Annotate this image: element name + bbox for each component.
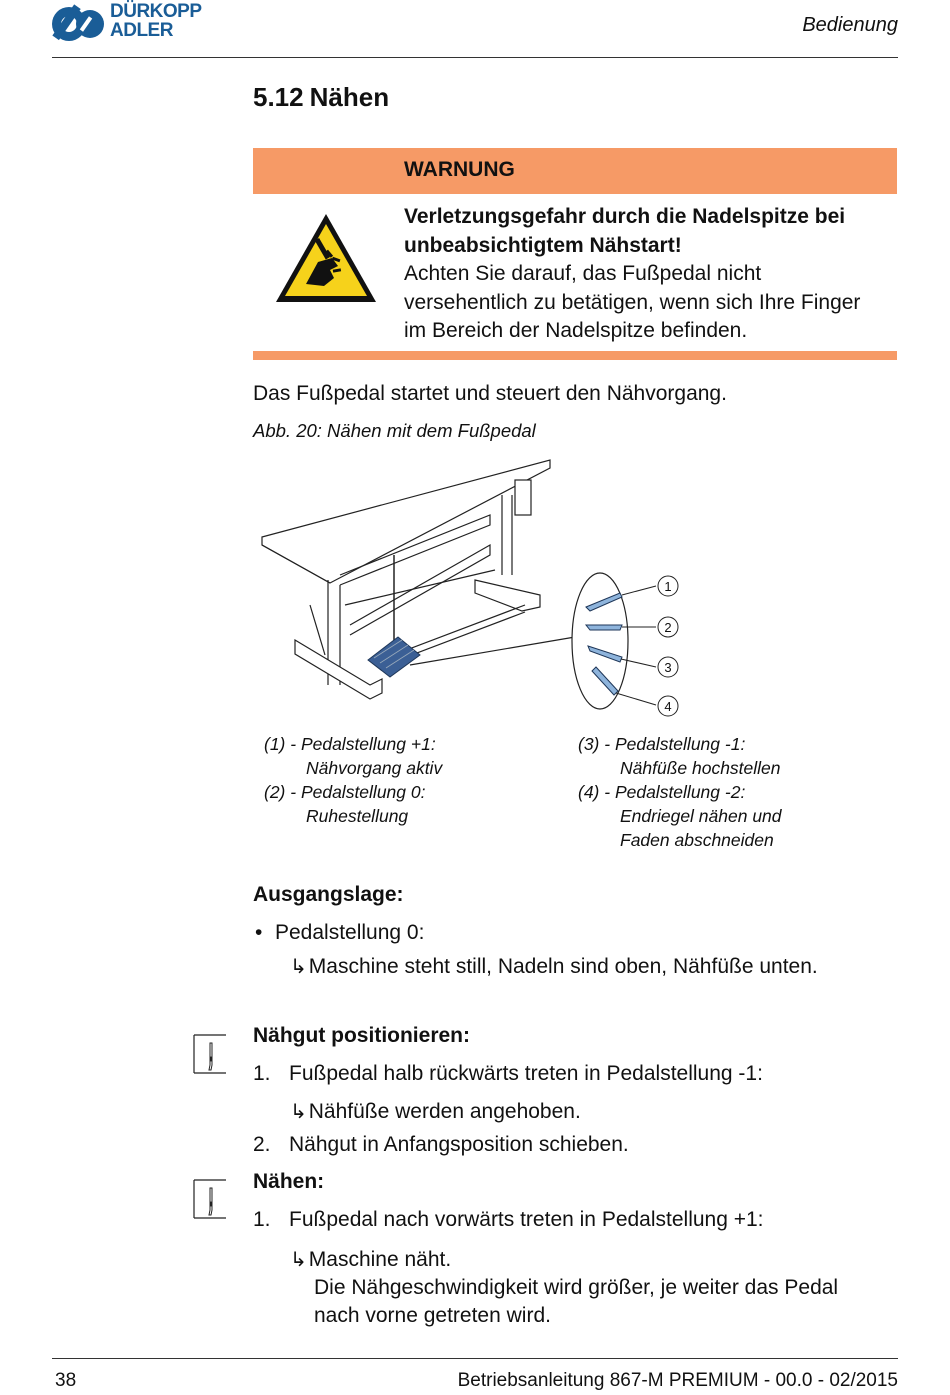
legend-item-3-desc: Nähfüße hochstellen xyxy=(620,758,781,778)
ausgangslage-result: ↳Maschine steht still, Nadeln sind oben, Nähfüße unten. xyxy=(290,955,818,978)
legend-item-1: (1) - Pedalstellung +1: xyxy=(264,734,436,754)
naehen-step-1: Fußpedal nach vorwärts treten in Pedalstellung +1: xyxy=(289,1208,764,1231)
heading-ausgangslage: Ausgangslage: xyxy=(253,883,404,906)
ausgangslage-item: Pedalstellung 0: xyxy=(275,921,425,944)
document-title: Betriebsanleitung 867-M PREMIUM - 00.0 - 02/2015 xyxy=(457,1370,898,1391)
warning-line: versehentlich zu betätigen, wenn sich Ihre Finger xyxy=(404,290,861,314)
brand-logo-icon xyxy=(52,2,104,46)
figure-legend-right xyxy=(578,732,782,852)
warning-bold-line: unbeabsichtigtem Nähstart! xyxy=(404,233,682,257)
naehen-step-1-result: ↳Maschine näht. Die Nähgeschwindigkeit wird größer, je weiter das Pedal nach vorne getreten wird. xyxy=(290,1248,839,1327)
heading-positionieren: Nähgut positionieren: xyxy=(253,1024,470,1047)
warning-heading: WARNUNG xyxy=(404,158,515,181)
brand-logo-text: DÜRKOPP ADLER xyxy=(110,1,202,41)
legend-item-2-desc: Ruhestellung xyxy=(306,806,409,826)
warning-line: im Bereich der Nadelspitze befinden. xyxy=(404,319,748,342)
legend-item-4: (4) - Pedalstellung -2: xyxy=(578,782,746,802)
callout-label-4: 4 xyxy=(664,699,672,714)
bullet-icon: • xyxy=(255,921,263,944)
legend-item-2: (2) - Pedalstellung 0: xyxy=(264,782,426,802)
section-title: Nähen xyxy=(309,82,390,112)
legend-item-3: (3) - Pedalstellung -1: xyxy=(578,734,746,754)
hand-needle-warning-icon xyxy=(272,210,380,308)
needle-operation-icon xyxy=(192,1178,232,1222)
header-section-title: Bedienung xyxy=(802,14,898,36)
page-number: 38 xyxy=(55,1370,77,1391)
footer-divider xyxy=(52,1358,898,1359)
step-number: 2. xyxy=(253,1133,271,1156)
callout-label-3: 3 xyxy=(664,660,672,675)
figure-legend-left xyxy=(264,732,442,828)
step-number: 1. xyxy=(253,1062,271,1085)
legend-item-4-desc: Endriegel nähen und xyxy=(620,806,782,826)
callout-label-1: 1 xyxy=(664,579,672,594)
heading-naehen: Nähen: xyxy=(253,1170,325,1193)
pedal-position-2 xyxy=(586,625,622,630)
warning-header-bar xyxy=(253,148,897,194)
intro-paragraph: Das Fußpedal startet und steuert den Nähvorgang. xyxy=(253,382,727,405)
foot-pedal-illustration xyxy=(250,455,700,725)
warning-footer-bar xyxy=(253,351,897,360)
result-arrow-icon: ↳ xyxy=(290,1249,307,1271)
result-arrow-icon: ↳ xyxy=(290,956,307,978)
legend-item-4-desc: Faden abschneiden xyxy=(620,830,774,850)
result-arrow-icon: ↳ xyxy=(290,1101,307,1123)
warning-line: Achten Sie darauf, das Fußpedal nicht xyxy=(404,262,762,285)
warning-bold-line: Verletzungsgefahr durch die Nadelspitze bei xyxy=(404,205,846,228)
legend-item-1-desc: Nähvorgang aktiv xyxy=(306,758,443,778)
section-number: 5.12 xyxy=(253,82,304,112)
warning-text xyxy=(404,203,894,346)
step-number: 1. xyxy=(253,1208,271,1231)
callout-label-2: 2 xyxy=(664,620,672,635)
positionieren-step-2: Nähgut in Anfangsposition schieben. xyxy=(289,1133,629,1156)
header-divider xyxy=(52,57,898,58)
positionieren-step-1-result: ↳Nähfüße werden angehoben. xyxy=(290,1100,581,1123)
needle-operation-icon xyxy=(192,1033,232,1077)
page-title xyxy=(253,82,389,113)
figure-caption: Abb. 20: Nähen mit dem Fußpedal xyxy=(253,420,536,441)
positionieren-step-1: Fußpedal halb rückwärts treten in Pedalstellung -1: xyxy=(289,1062,763,1085)
